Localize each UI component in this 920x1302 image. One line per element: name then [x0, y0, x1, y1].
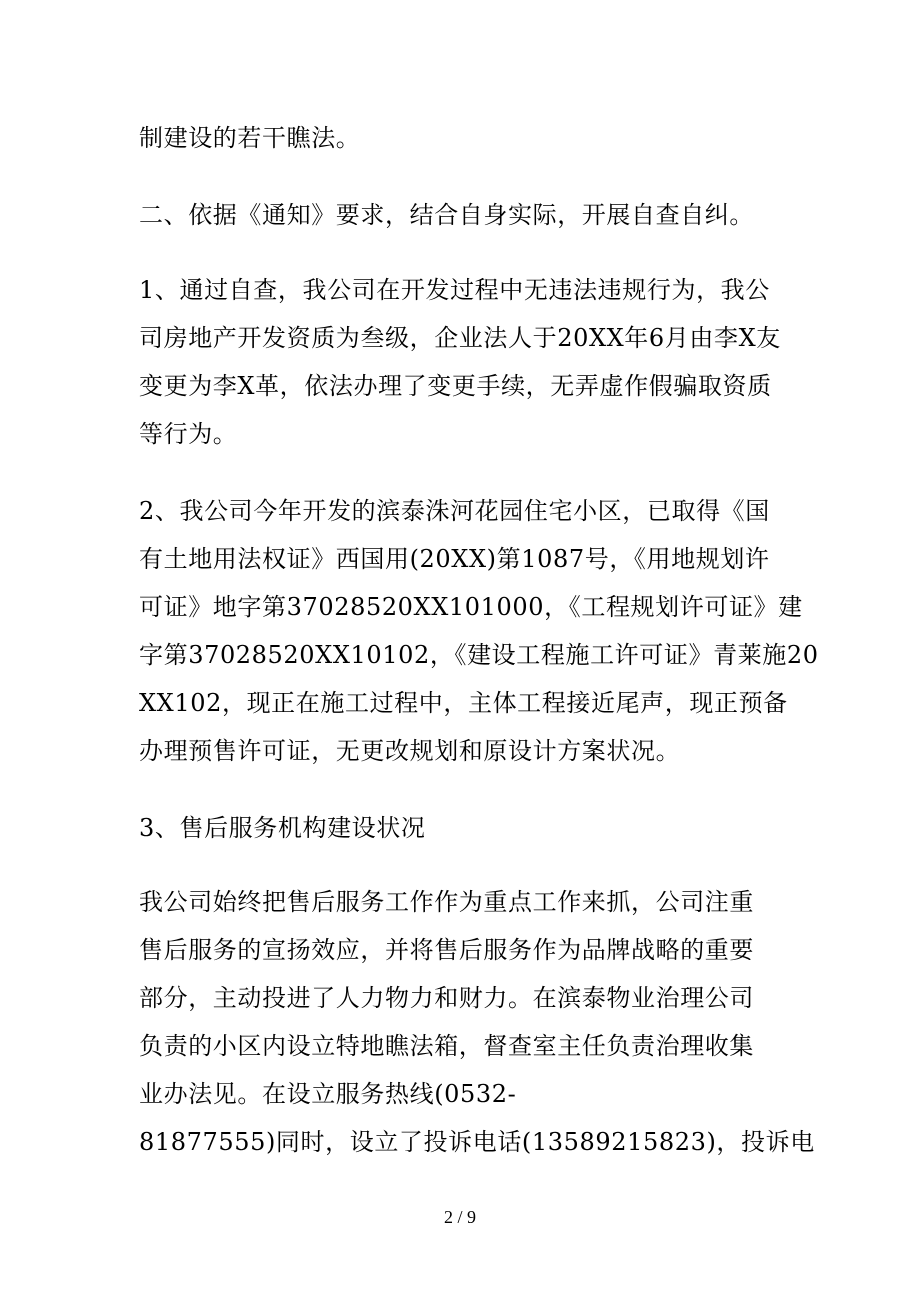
- subsection-heading: 3、售后服务机构建设状况: [139, 814, 426, 842]
- text-line: 制建设的若干瞧法。: [139, 124, 361, 152]
- text-line: 办理预售许可证，无更改规划和原设计方案状况。: [139, 737, 681, 765]
- text-line: 我公司始终把售后服务工作作为重点工作来抓，公司注重: [139, 888, 754, 916]
- page-number: 2 / 9: [443, 1207, 476, 1227]
- text-line: XX102，现正在施工过程中，主体工程接近尾声，现正预备: [139, 689, 788, 717]
- text-line: 售后服务的宣扬效应，并将售后服务作为品牌战略的重要: [139, 936, 754, 964]
- text-line: 司房地产开发资质为叁级，企业法人于20XX年6月由李X友: [139, 324, 781, 352]
- text-line: 负责的小区内设立特地瞧法箱，督查室主任负责治理收集: [139, 1032, 754, 1060]
- text-line: 有土地用法权证》西国用(20XX)第1087号，《用地规划许: [139, 545, 770, 573]
- text-line: 部分，主动投进了人力物力和财力。在滨泰物业治理公司: [139, 984, 754, 1012]
- text-line: 1、通过自查，我公司在开发过程中无违法违规行为，我公: [139, 276, 770, 304]
- text-line: 可证》地字第37028520XX101000，《工程规划许可证》建: [139, 593, 803, 621]
- text-line: 等行为。: [139, 420, 238, 448]
- section-heading: 二、依据《通知》要求，结合自身实际，开展自查自纠。: [139, 201, 754, 229]
- text-line: 业办法见。在设立服务热线(0532-: [139, 1080, 517, 1108]
- text-line: 变更为李X革，依法办理了变更手续，无弄虚作假骗取资质: [139, 372, 772, 400]
- text-line: 2、我公司今年开发的滨泰洙河花园住宅小区，已取得《国: [139, 497, 770, 525]
- text-line: 81877555)同时，设立了投诉电话(13589215823)，投诉电: [139, 1128, 815, 1156]
- text-line: 字第37028520XX10102，《建设工程施工许可证》青莱施20: [139, 641, 819, 669]
